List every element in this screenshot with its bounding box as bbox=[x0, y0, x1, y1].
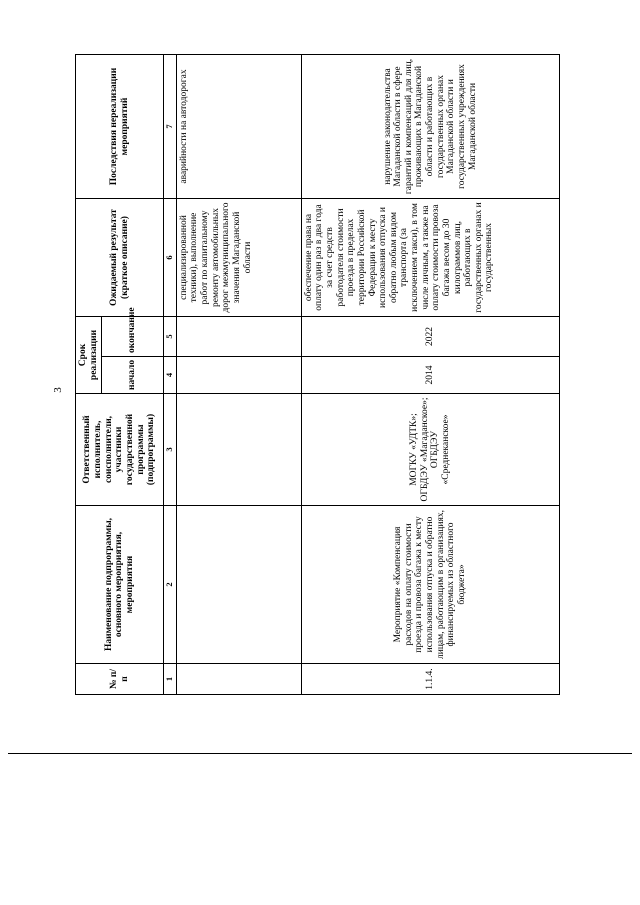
header-expected-result: Ожидаемый результат (краткое описание) bbox=[76, 199, 164, 317]
column-number: 6 bbox=[164, 199, 177, 317]
header-executor: Ответственный исполнитель, соисполнители, участники государственной программы (подпрограммы) bbox=[76, 394, 164, 506]
header-start: начало bbox=[102, 357, 164, 394]
row-activity-name: Мероприятие «Компенсация расходов на оплату стоимости проезда и провоза багажа к месту использования отпуска и обратно лицам, работающим в организациях, финансируемых из областного бюджета» bbox=[301, 506, 559, 664]
column-number: 4 bbox=[164, 357, 177, 394]
column-number: 3 bbox=[164, 394, 177, 506]
header-activity-name: Наименование подпрограммы, основного мероприятия, мероприятия bbox=[76, 506, 164, 664]
column-number: 1 bbox=[164, 664, 177, 695]
row-end-year bbox=[176, 317, 301, 357]
header-implementation-period: Срок реализации bbox=[76, 317, 102, 394]
row-start-year bbox=[176, 357, 301, 394]
footer-divider bbox=[8, 753, 632, 754]
row-expected-result: специализированной техники), выполнение работ по капитальному ремонту автомобильных дорог межмуниципального значения Магаданской области bbox=[176, 199, 301, 317]
row-activity-name bbox=[176, 506, 301, 664]
row-executor bbox=[176, 394, 301, 506]
row-expected-result: обеспечение права на оплату один раз в два года за счет средств работодателя стоимости проезда в пределах территории Российской Федерации к месту использования отпуска и обратно любым видом транспорта (за исключением такси), в том числе личным, а также на оплату стоимости провоза багажа весом до 30 килограммов лиц, работающих в государственных органах и государственных bbox=[301, 199, 559, 317]
rotated-page-content bbox=[75, 55, 560, 695]
column-number: 2 bbox=[164, 506, 177, 664]
column-numbers-row bbox=[164, 55, 177, 695]
column-number: 7 bbox=[164, 55, 177, 199]
row-consequences: нарушение законодательства Магаданской области в сфере гарантий и компенсаций для лиц, проживающих в Магаданской области и работающих в государственных органах Магаданской области и государственных учреждениях Магаданской области bbox=[301, 55, 559, 199]
row-executor: МОГКУ «УДТК»; ОГБДЭУ «Магаданское»; ОГБДЭУ «Среднеканское» bbox=[301, 394, 559, 506]
row-end-year: 2022 bbox=[301, 317, 559, 357]
row-start-year: 2014 bbox=[301, 357, 559, 394]
table-row bbox=[301, 55, 559, 695]
program-activities-table bbox=[75, 54, 560, 695]
header-number: № п/п bbox=[76, 664, 164, 695]
row-number: 1.1.4. bbox=[301, 664, 559, 695]
row-number bbox=[176, 664, 301, 695]
header-end: окончание bbox=[102, 317, 164, 357]
page-number: 3 bbox=[52, 387, 64, 393]
column-number: 5 bbox=[164, 317, 177, 357]
row-consequences: аварийности на автодорогах bbox=[176, 55, 301, 199]
table-row bbox=[176, 55, 301, 695]
header-consequences: Последствия нереализации мероприятий bbox=[76, 55, 164, 199]
